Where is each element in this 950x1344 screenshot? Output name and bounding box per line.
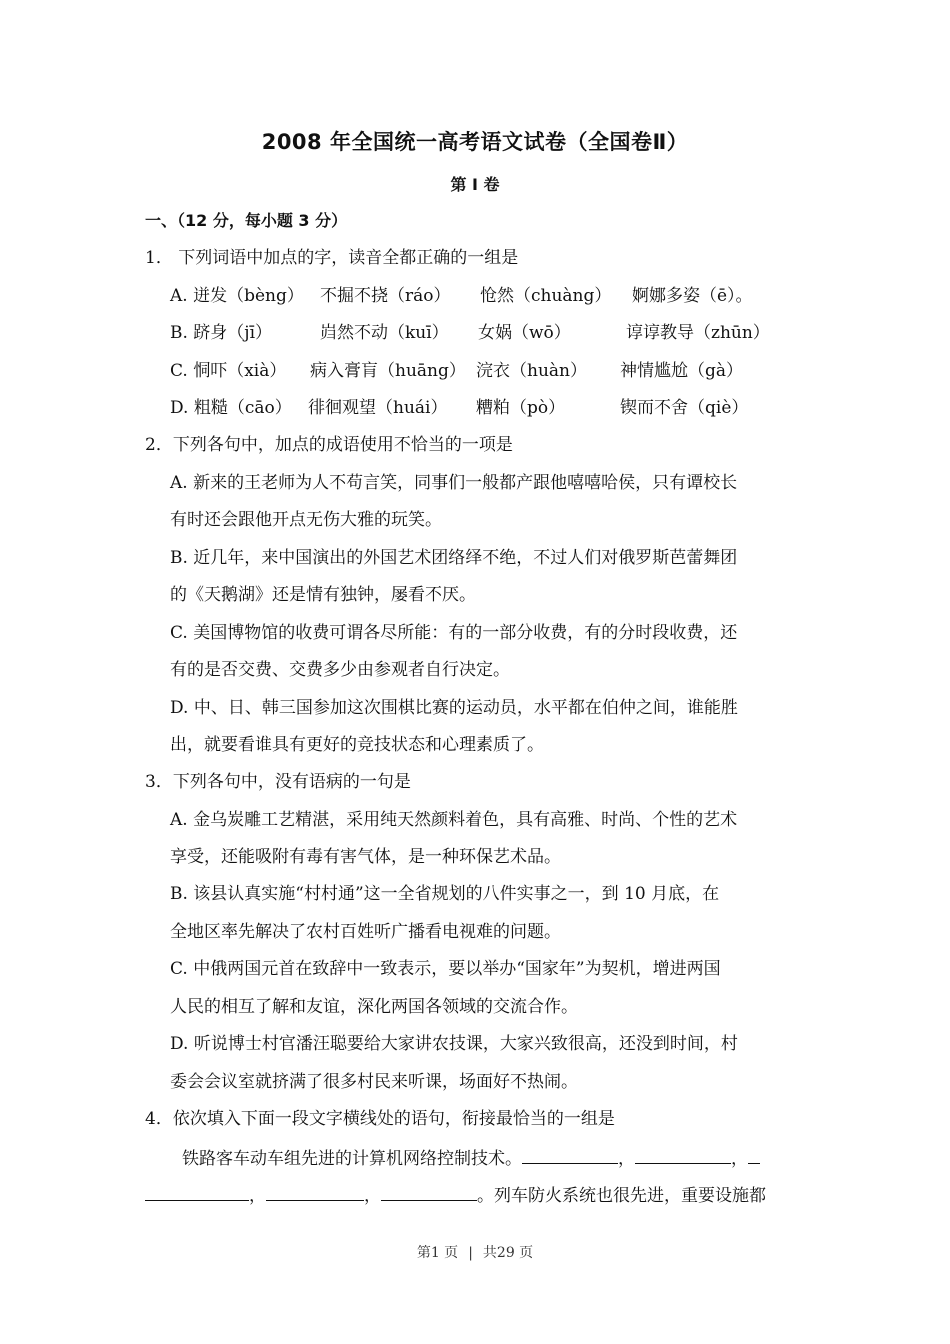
passage-text: 铁路客车动车组先进的计算机网络控制技术。: [182, 1149, 522, 1169]
option-cell: 神情尴尬（gà）: [620, 361, 744, 381]
option-cell: C. 恫吓（xià）: [170, 361, 287, 381]
option-cell: 糟粕（pò）: [476, 398, 566, 418]
question-1-option-c: [170, 359, 743, 383]
question-2-option-d-cont: 出，就要看谁具有更好的竞技状态和心理素质了。: [170, 735, 544, 755]
question-2-stem: 2．下列各句中，加点的成语使用不恰当的一项是: [145, 435, 513, 455]
question-2-option-c: C. 美国博物馆的收费可谓各尽所能：有的一部分收费，有的分时段收费，还: [170, 623, 738, 643]
question-4-stem: 4．依次填入下面一段文字横线处的语句，衔接最恰当的一组是: [145, 1109, 615, 1129]
option-cell: 婀娜多姿（ē）。: [632, 286, 753, 306]
passage-comma: ，: [618, 1149, 635, 1169]
question-1-option-b: [170, 321, 770, 345]
question-1-stem: 1． 下列词语中加点的字，读音全都正确的一组是: [145, 248, 519, 268]
question-3-option-c: C. 中俄两国元首在致辞中一致表示，要以举办“国家年”为契机，增进两国: [170, 959, 721, 979]
question-4-passage-line-2: [145, 1182, 766, 1208]
passage-comma: ，: [731, 1149, 748, 1169]
page-number: 第1 页: [416, 1245, 459, 1261]
question-3-option-b-cont: 全地区率先解决了农村百姓听广播看电视难的问题。: [170, 922, 561, 942]
option-cell: 不掘不挠（ráo）: [320, 286, 451, 306]
option-cell: 徘徊观望（huái）: [308, 398, 448, 418]
passage-text: 。列车防火系统也很先进，重要设施都: [477, 1186, 766, 1206]
question-3-stem: 3．下列各句中，没有语病的一句是: [145, 772, 411, 792]
question-2-option-a: A. 新来的王老师为人不苟言笑，同事们一般都产跟他嘻嘻哈侯，只有谭校长: [170, 473, 738, 493]
option-cell: 病入膏肓（huāng）: [310, 361, 466, 381]
question-2-option-b: B. 近几年，来中国演出的外国艺术团络绎不绝，不过人们对俄罗斯芭蕾舞团: [170, 548, 738, 568]
volume-subtitle: 第 I 卷: [450, 175, 500, 194]
fill-blank: [145, 1182, 249, 1201]
fill-blank: [635, 1145, 731, 1164]
passage-comma: ，: [249, 1186, 266, 1206]
question-1-option-a: [170, 284, 753, 308]
option-cell: A. 迸发（bèng）: [170, 286, 304, 306]
page-title: 2008 年全国统一高考语文试卷（全国卷Ⅱ）: [261, 130, 689, 154]
question-1-option-d: [170, 396, 748, 420]
question-3-option-b: B. 该县认真实施“村村通”这一全省规划的八件实事之一，到 10 月底，在: [170, 884, 720, 904]
question-3-option-d-cont: 委会会议室就挤满了很多村民来听课，场面好不热闹。: [170, 1072, 578, 1092]
section-heading: 一、（12 分，每小题 3 分）: [145, 211, 348, 230]
option-cell: 锲而不舍（qiè）: [620, 398, 749, 418]
question-3-option-c-cont: 人民的相互了解和友谊，深化两国各领域的交流合作。: [170, 997, 578, 1017]
option-cell: D. 粗糙（cāo）: [170, 398, 292, 418]
question-3-option-a-cont: 享受，还能吸附有毒有害气体，是一种环保艺术品。: [170, 847, 561, 867]
question-2-option-c-cont: 有的是否交费、交费多少由参观者自行决定。: [170, 660, 510, 680]
question-3-option-a: A. 金乌炭雕工艺精湛，采用纯天然颜料着色，具有高雅、时尚、个性的艺术: [170, 810, 738, 830]
fill-blank: [748, 1145, 760, 1164]
question-2-option-d: D. 中、日、韩三国参加这次围棋比赛的运动员，水平都在伯仲之间，谁能胜: [170, 698, 738, 718]
passage-comma: ，: [364, 1186, 381, 1206]
option-cell: 谆谆教导（zhūn）: [626, 323, 770, 343]
option-cell: 怆然（chuàng）: [480, 286, 612, 306]
question-3-option-d: D. 听说博士村官潘汪聪要给大家讲农技课，大家兴致很高，还没到时间，村: [170, 1034, 738, 1054]
fill-blank: [522, 1145, 618, 1164]
fill-blank: [266, 1182, 364, 1201]
option-cell: 浣衣（huàn）: [476, 361, 587, 381]
footer-separator: |: [468, 1245, 473, 1261]
option-cell: B. 跻身（jī）: [170, 323, 273, 343]
option-cell: 女娲（wō）: [478, 323, 571, 343]
question-2-option-a-cont: 有时还会跟他开点无伤大雅的玩笑。: [170, 510, 442, 530]
total-pages: 共29 页: [482, 1245, 534, 1261]
question-4-passage-line-1: [182, 1145, 760, 1171]
fill-blank: [381, 1182, 477, 1201]
option-cell: 岿然不动（kuī）: [320, 323, 449, 343]
question-2-option-b-cont: 的《天鹅湖》还是情有独钟，屡看不厌。: [170, 585, 476, 605]
page-footer: [0, 1242, 950, 1262]
